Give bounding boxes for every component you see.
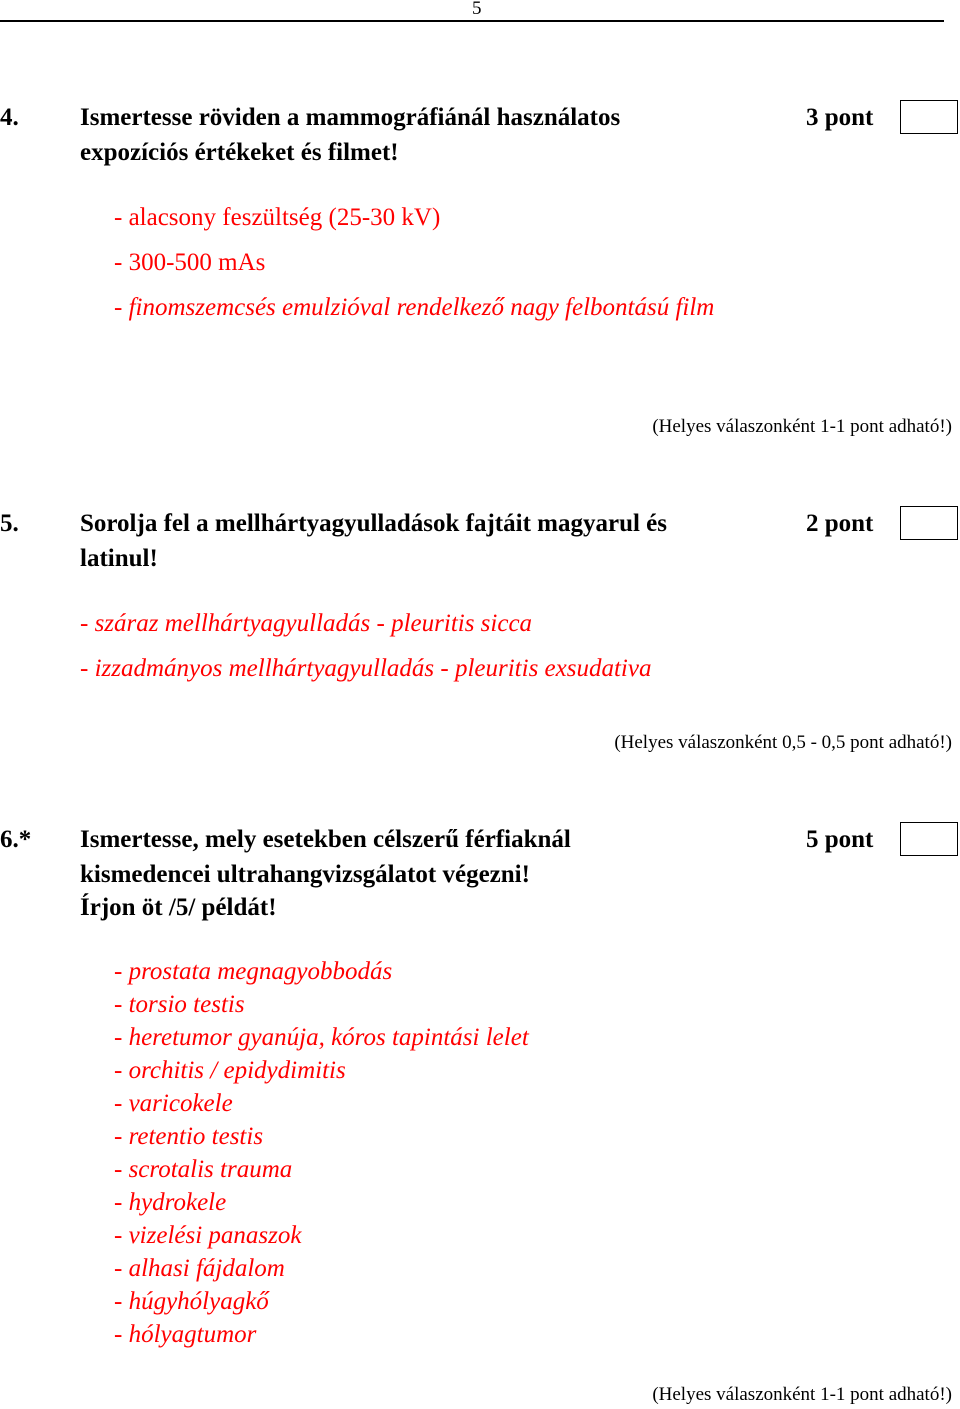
answer-item: - torsio testis [114, 991, 245, 1018]
answer-item: - orchitis / epidydimitis [114, 1057, 346, 1084]
answer-item: - 300-500 mAs [114, 249, 266, 276]
question-number: 4. [0, 104, 19, 131]
score-box[interactable] [900, 506, 958, 540]
answer-item: - húgyhólyagkő [114, 1288, 269, 1315]
answer-item: - alacsony feszültség (25-30 kV) [114, 204, 441, 231]
scoring-note: (Helyes válaszonként 1-1 pont adható!) [652, 1384, 952, 1405]
question-number: 5. [0, 510, 19, 537]
score-box[interactable] [900, 100, 958, 134]
question-text-line: Sorolja fel a mellhártyagyulladások fajtáit magyarul és [80, 510, 667, 537]
question-text-line: Ismertesse, mely esetekben célszerű férfiaknál [80, 826, 571, 853]
page-number: 5 [472, 0, 482, 19]
question-text-line: kismedencei ultrahangvizsgálatot végezni! [80, 861, 530, 888]
answer-item: - alhasi fájdalom [114, 1255, 285, 1282]
answer-item: - retentio testis [114, 1123, 264, 1150]
question-text-line: Ismertesse röviden a mammográfiánál használatos [80, 104, 621, 131]
answer-item: - hydrokele [114, 1189, 227, 1216]
question-points: 2 pont [806, 510, 874, 537]
answer-item: - hólyagtumor [114, 1321, 257, 1348]
question-text-line: expozíciós értékeket és filmet! [80, 139, 399, 166]
scoring-note: (Helyes válaszonként 1-1 pont adható!) [652, 416, 952, 437]
question-points: 5 pont [806, 826, 874, 853]
question-text-line: Írjon öt /5/ példát! [80, 894, 277, 921]
answer-item: - prostata megnagyobbodás [114, 958, 393, 985]
question-points: 3 pont [806, 104, 874, 131]
header-rule [0, 20, 944, 22]
question-text-line: latinul! [80, 545, 158, 572]
score-box[interactable] [900, 822, 958, 856]
answer-item: - heretumor gyanúja, kóros tapintási lelet [114, 1024, 529, 1051]
answer-item: - scrotalis trauma [114, 1156, 293, 1183]
answer-item: - izzadmányos mellhártyagyulladás - pleuritis exsudativa [80, 655, 652, 682]
answer-item: - száraz mellhártyagyulladás - pleuritis sicca [80, 610, 533, 637]
answer-item: - vizelési panaszok [114, 1222, 302, 1249]
answer-item: - finomszemcsés emulzióval rendelkező nagy felbontású film [114, 294, 715, 321]
question-number: 6.* [0, 826, 32, 853]
scoring-note: (Helyes válaszonként 0,5 - 0,5 pont adható!) [614, 732, 952, 753]
answer-item: - varicokele [114, 1090, 233, 1117]
